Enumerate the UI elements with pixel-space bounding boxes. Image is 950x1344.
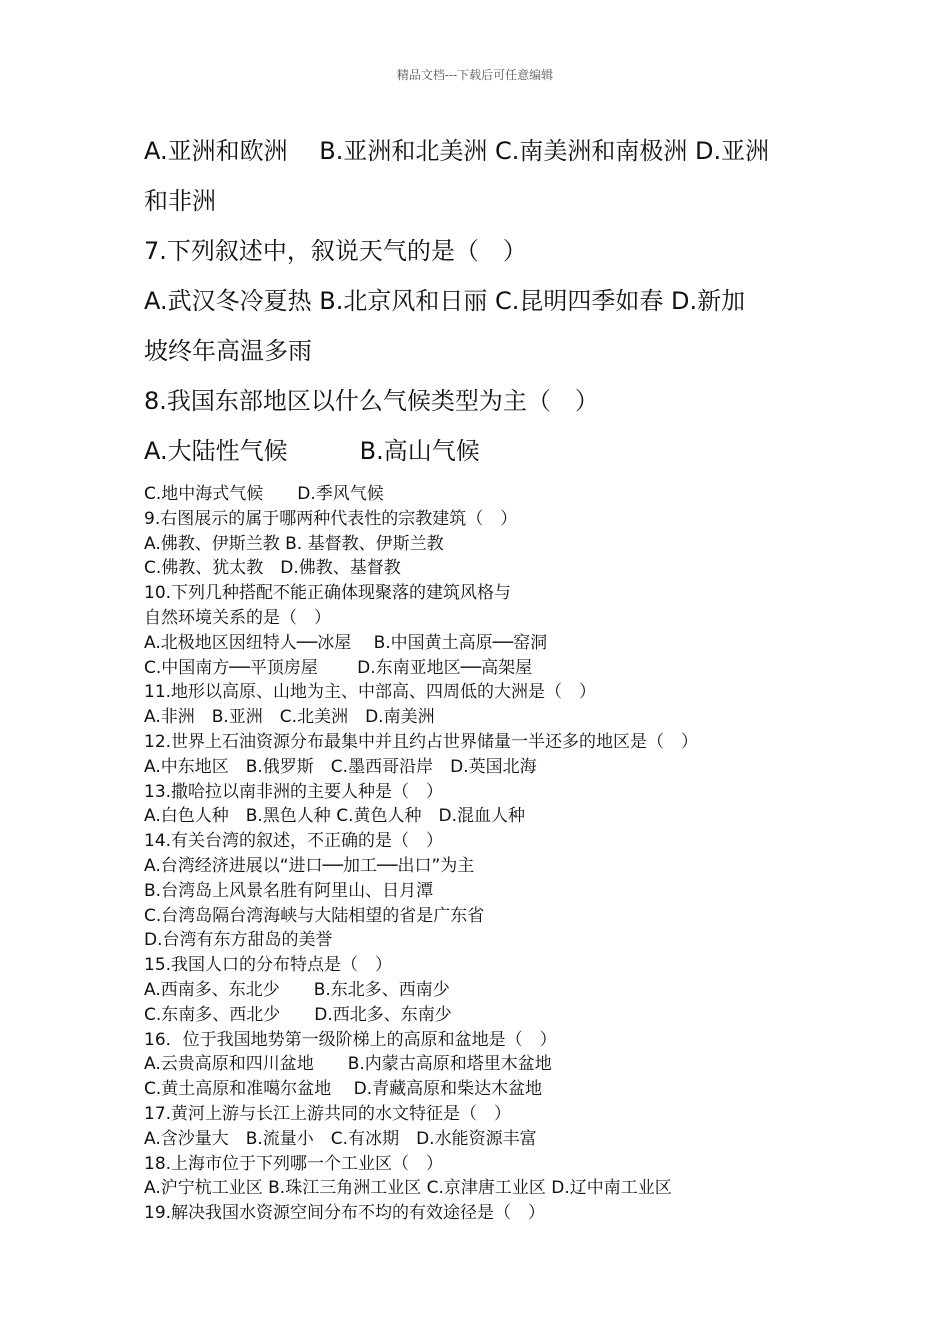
q9-question: 9.右图展示的属于哪两种代表性的宗教建筑（ ） [144,508,518,529]
q12-question: 12.世界上石油资源分布最集中并且约占世界储量一半还多的地区是（ ） [144,731,699,752]
q15-question: 15.我国人口的分布特点是（ ） [144,955,393,976]
q19-question: 19.解决我国水资源空间分布不均的有效途径是（ ） [144,1203,546,1224]
q8-question: 8.我国东部地区以什么气候类型为主（ ） [144,387,599,415]
q16-options-line-2: C.黄土高原和准噶尔盆地 D.青藏高原和柴达木盆地 [144,1079,543,1100]
q11-options: A.非洲 B.亚洲 C.北美洲 D.南美洲 [144,707,435,728]
q9-options-line-2: C.佛教、犹太教 D.佛教、基督教 [144,558,401,579]
q17-options: A.含沙量大 B.流量小 C.有冰期 D.水能资源丰富 [144,1128,537,1149]
q11-question: 11.地形以高原、山地为主、中部高、四周低的大洲是（ ） [144,682,597,703]
q15-options-line-1: A.西南多、东北少 B.东北多、西南少 [144,979,450,1000]
q14-option-a: A.台湾经济进展以“进口──加工──出口”为主 [144,855,475,876]
q9-options-line-1: A.佛教、伊斯兰教 B. 基督教、伊斯兰教 [144,533,444,554]
q7-options-line-2: 坡终年高温多雨 [144,337,312,365]
q10-question-line-2: 自然环境关系的是（ ） [144,607,331,628]
q16-options-line-1: A.云贵高原和四川盆地 B.内蒙古高原和塔里木盆地 [144,1054,552,1075]
small-text-block [144,482,824,1226]
q18-options: A.沪宁杭工业区 B.珠江三角洲工业区 C.京津唐工业区 D.辽中南工业区 [144,1178,672,1199]
q12-options: A.中东地区 B.俄罗斯 C.墨西哥沿岸 D.英国北海 [144,756,537,777]
q10-question-line-1: 10.下列几种搭配不能正确体现聚落的建筑风格与 [144,583,512,604]
document-body [144,126,824,1226]
q13-options: A.白色人种 B.黑色人种 C.黄色人种 D.混血人种 [144,806,525,827]
page-header: 精品文档---下载后可任意编辑 [396,68,554,82]
q10-options-line-1: A.北极地区因纽特人──冰屋 B.中国黄土高原──窑洞 [144,632,548,653]
q14-option-d: D.台湾有东方甜岛的美誉 [144,930,333,951]
q10-options-line-2: C.中国南方──平顶房屋 D.东南亚地区──高架屋 [144,657,533,678]
q14-question: 14.有关台湾的叙述，不正确的是（ ） [144,831,444,852]
q14-option-b: B.台湾岛上风景名胜有阿里山、日月潭 [144,880,434,901]
q17-question: 17.黄河上游与长江上游共同的水文特征是（ ） [144,1103,512,1124]
q7-options-line-1: A.武汉冬冷夏热 B.北京风和日丽 C.昆明四季如春 D.新加 [144,287,746,315]
q6-options-line-2: 和非洲 [144,187,216,215]
q18-question: 18.上海市位于下列哪一个工业区（ ） [144,1153,444,1174]
q13-question: 13.撒哈拉以南非洲的主要人种是（ ） [144,781,444,802]
q14-option-c: C.台湾岛隔台湾海峡与大陆相望的省是广东省 [144,905,485,926]
q7-question: 7.下列叙述中，叙说天气的是（ ） [144,237,527,265]
q15-options-line-2: C.东南多、西北少 D.西北多、东南少 [144,1004,452,1025]
q8-options-line-2: C.地中海式气候 D.季风气候 [144,484,384,504]
q6-options-line-1: A.亚洲和欧洲 B.亚洲和北美洲 C.南美洲和南极洲 D.亚洲 [144,137,770,165]
q16-question: 16．位于我国地势第一级阶梯上的高原和盆地是（ ） [144,1029,557,1050]
q8-options-line-1: A.大陆性气候 B.高山气候 [144,437,480,465]
